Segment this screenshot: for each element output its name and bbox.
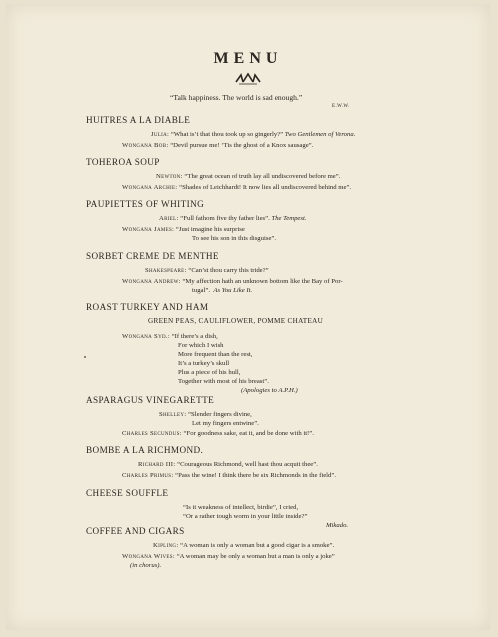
quote-line: Kipling: “A woman is only a woman but a good cigar is a smoke”. <box>153 542 335 549</box>
quote-line: Richard III: “Courageous Richmond, well hast thou acquit thee”. <box>138 461 318 468</box>
quote-continuation: (in chorus). <box>130 562 162 569</box>
course-title: CHEESE SOUFFLE <box>86 488 169 498</box>
course-title: HUITRES A LA DIABLE <box>86 115 191 125</box>
quote-line: Wongana Archie: “Shades of Leichhardt! It now lies all undiscovered behind me”. <box>122 184 352 191</box>
quote-continuation: Let my fingers entwine”. <box>192 420 259 427</box>
quote-continuation: tugal”. As You Like It. <box>192 287 253 294</box>
verse-line: It’s a turkey’s skull <box>178 360 230 367</box>
ornament-icon <box>234 72 262 86</box>
course-subtitle: GREEN PEAS, CAULIFLOWER, POMME CHATEAU <box>148 317 324 325</box>
course-title: PAUPIETTES OF WHITING <box>86 199 205 209</box>
quote-source: Mikado. <box>326 522 349 529</box>
quote-line: Shelley: “Slender fingers divine, <box>159 411 252 418</box>
verse-line: Wongana Syd.: “If there’s a dish, <box>122 333 218 340</box>
course-title: TOHEROA SOUP <box>86 157 160 167</box>
paper-speck <box>84 356 86 358</box>
course-title: BOMBE A LA RICHMOND. <box>86 445 204 455</box>
verse-source: (Apologies to A.P.H.) <box>241 387 298 394</box>
quote-line: Julia: “What is’t that thou took up so gingerly?” Two Gentlemen of Verona. <box>151 131 356 138</box>
quote-line: Wongana James: “Just imagine his surprise <box>122 226 245 233</box>
quote-line: Wongana Bob: “Devil pursue me! ‘Tis the ghost of a Knox sausage”. <box>122 142 314 149</box>
quote-line: Wongana Wives: “A woman may be only a woman but a man is only a joke” <box>122 553 335 560</box>
quote-line: “Or a rather tough worm in your little inside?” <box>183 513 308 520</box>
motto-attribution: E.W.W. <box>332 104 350 109</box>
motto: “Talk happiness. The world is sad enough.” <box>170 93 303 102</box>
menu-page <box>6 4 490 630</box>
course-title: COFFEE AND CIGARS <box>86 526 185 536</box>
course-title: SORBET CREME DE MENTHE <box>86 251 219 261</box>
quote-line: Shakespeare: “Can’st thou carry this tride?” <box>145 267 269 274</box>
page-title: MENU <box>213 50 283 67</box>
quote-line: Newton: “The great ocean of truth lay all undiscovered before me”. <box>156 173 341 180</box>
verse-line: Together with most of his breast”. <box>178 378 269 385</box>
quote-line: “Is it weakness of intellect, birdie”, I cried, <box>183 504 299 511</box>
course-title: ROAST TURKEY AND HAM <box>86 302 209 312</box>
quote-line: Charles Primus: “Pass the wine! I think there be six Richmonds in the field”. <box>122 472 337 479</box>
verse-line: Plus a piece of his hull, <box>178 369 241 376</box>
quote-line: Ariel: “Full fathom five thy father lies”. The Tempest. <box>159 215 307 222</box>
course-title: ASPARAGUS VINEGARETTE <box>86 395 215 405</box>
quote-line: Charles Secundus: “For goodness sake, eat it, and be done with it!”. <box>122 430 314 437</box>
quote-continuation: To see his son in this disguise”. <box>192 235 277 242</box>
verse-line: More frequent than the rest, <box>178 351 253 358</box>
quote-line: Wongana Andrew: “My affection hath an unknown bottom like the Bay of Por- <box>122 278 343 285</box>
verse-line: For which I wish <box>178 342 224 349</box>
